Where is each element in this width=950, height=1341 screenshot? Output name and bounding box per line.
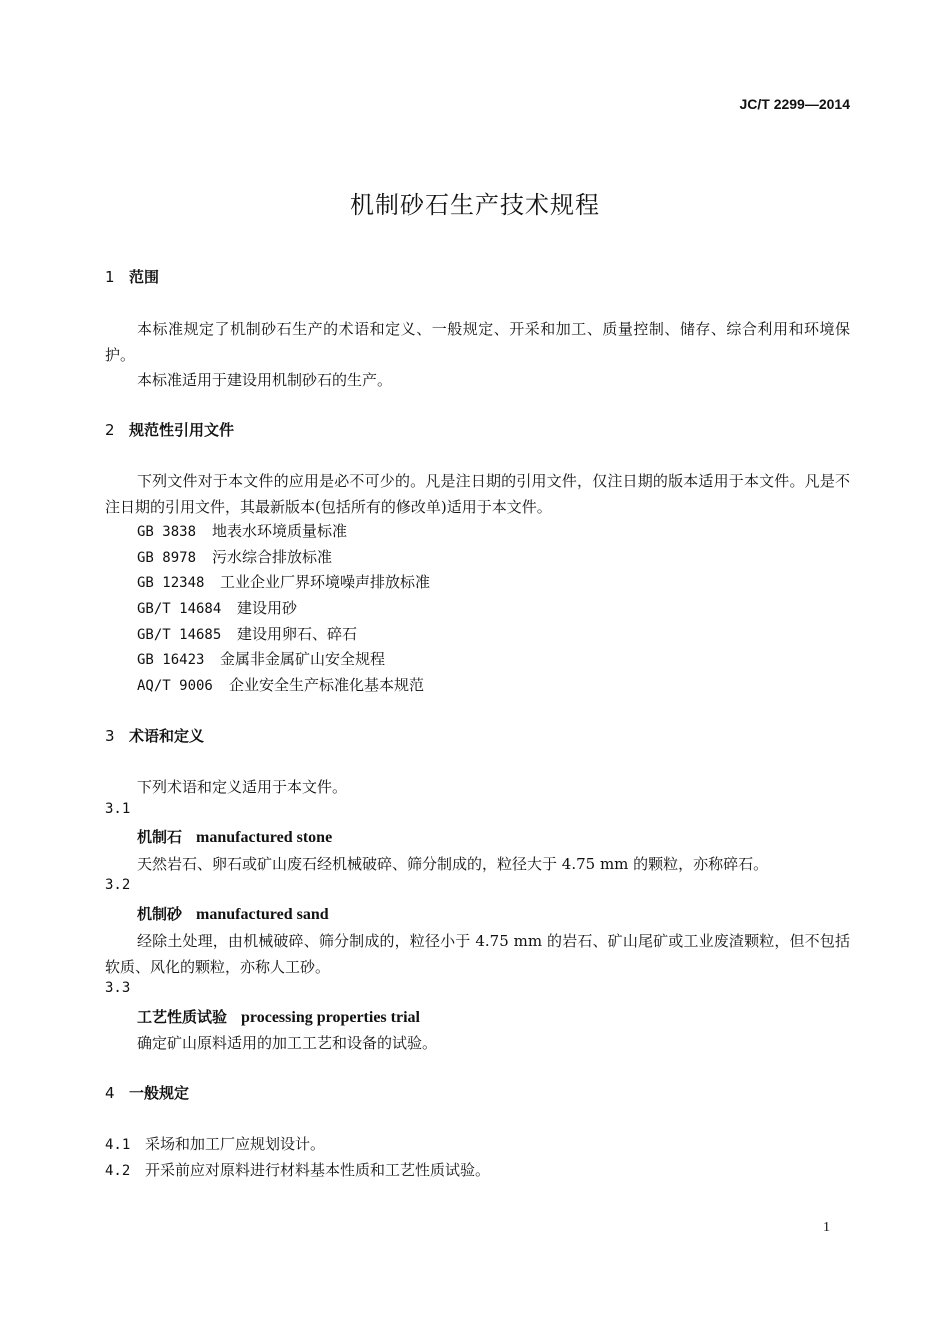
clause-number: 3.3 bbox=[105, 980, 131, 996]
reference-code: GB 12348 bbox=[137, 575, 205, 591]
reference-title: 建设用砂 bbox=[237, 599, 298, 617]
term-en: manufactured stone bbox=[196, 829, 333, 846]
section-title: 一般规定 bbox=[129, 1084, 190, 1102]
section-2-intro: 下列文件对于本文件的应用是必不可少的。凡是注日期的引用文件，仅注日期的版本适用于本文件。凡是不注日期的引用文件，其最新版本(包括所有的修改单)适用于本文件。 bbox=[105, 472, 850, 516]
standard-code: JC/T 2299—2014 bbox=[739, 96, 850, 112]
reference-item bbox=[137, 623, 357, 644]
reference-title: 地表水环境质量标准 bbox=[212, 522, 348, 540]
reference-code: GB 8978 bbox=[137, 550, 197, 566]
clause-number: 4.1 bbox=[105, 1137, 131, 1153]
clause-text: 采场和加工厂应规划设计。 bbox=[145, 1135, 326, 1153]
reference-item bbox=[137, 571, 430, 592]
clause-number: 3.1 bbox=[105, 801, 131, 817]
clause-text: 开采前应对原料进行材料基本性质和工艺性质试验。 bbox=[145, 1161, 491, 1179]
section-4-heading bbox=[105, 1082, 189, 1103]
reference-code: AQ/T 9006 bbox=[137, 678, 213, 694]
reference-item bbox=[137, 597, 297, 618]
section-number: 1 bbox=[105, 268, 115, 286]
section-1-paragraph: 本标准适用于建设用机制砂石的生产。 bbox=[137, 371, 393, 389]
section-title: 规范性引用文件 bbox=[129, 421, 235, 439]
term-definition: 天然岩石、卵石或矿山废石经机械破碎、筛分制成的，粒径大于 4.75 mm 的颗粒，亦称碎石。 bbox=[137, 855, 769, 873]
reference-item bbox=[137, 648, 385, 669]
clause-number: 4.2 bbox=[105, 1163, 131, 1179]
clause-item bbox=[105, 1159, 490, 1180]
reference-title: 污水综合排放标准 bbox=[212, 548, 333, 566]
document-title: 机制砂石生产技术规程 bbox=[350, 191, 600, 219]
term-heading bbox=[137, 1006, 420, 1027]
reference-title: 工业企业厂界环境噪声排放标准 bbox=[220, 573, 431, 591]
section-3-intro: 下列术语和定义适用于本文件。 bbox=[137, 778, 348, 796]
section-1-heading bbox=[105, 266, 159, 287]
section-number: 3 bbox=[105, 727, 115, 745]
page-number: 1 bbox=[823, 1220, 830, 1235]
reference-code: GB/T 14684 bbox=[137, 601, 222, 617]
reference-code: GB 3838 bbox=[137, 524, 197, 540]
reference-item bbox=[137, 674, 424, 695]
section-title: 术语和定义 bbox=[129, 727, 205, 745]
reference-title: 建设用卵石、碎石 bbox=[237, 625, 358, 643]
reference-item bbox=[137, 520, 347, 541]
term-definition: 经除土处理，由机械破碎、筛分制成的，粒径小于 4.75 mm 的岩石、矿山尾矿或工业废渣颗粒，但不包括软质、风化的颗粒，亦称人工砂。 bbox=[105, 932, 850, 976]
term-en: manufactured sand bbox=[196, 906, 329, 923]
section-number: 2 bbox=[105, 421, 115, 439]
section-title: 范围 bbox=[129, 268, 160, 286]
reference-code: GB 16423 bbox=[137, 652, 205, 668]
term-definition: 确定矿山原料适用的加工工艺和设备的试验。 bbox=[137, 1034, 438, 1052]
clause-number: 3.2 bbox=[105, 877, 131, 893]
reference-title: 金属非金属矿山安全规程 bbox=[220, 650, 386, 668]
section-1-paragraph: 本标准规定了机制砂石生产的术语和定义、一般规定、开采和加工、质量控制、储存、综合利用和环境保护。 bbox=[105, 320, 850, 364]
section-number: 4 bbox=[105, 1084, 115, 1102]
term-zh: 机制石 bbox=[137, 828, 183, 846]
term-zh: 机制砂 bbox=[137, 905, 183, 923]
section-3-heading bbox=[105, 725, 204, 746]
term-heading bbox=[137, 826, 332, 847]
section-2-heading bbox=[105, 419, 234, 440]
clause-item bbox=[105, 1133, 325, 1154]
reference-title: 企业安全生产标准化基本规范 bbox=[229, 676, 425, 694]
reference-code: GB/T 14685 bbox=[137, 627, 222, 643]
reference-item bbox=[137, 546, 332, 567]
term-en: processing properties trial bbox=[241, 1009, 420, 1026]
term-heading bbox=[137, 903, 329, 924]
term-zh: 工艺性质试验 bbox=[137, 1008, 228, 1026]
